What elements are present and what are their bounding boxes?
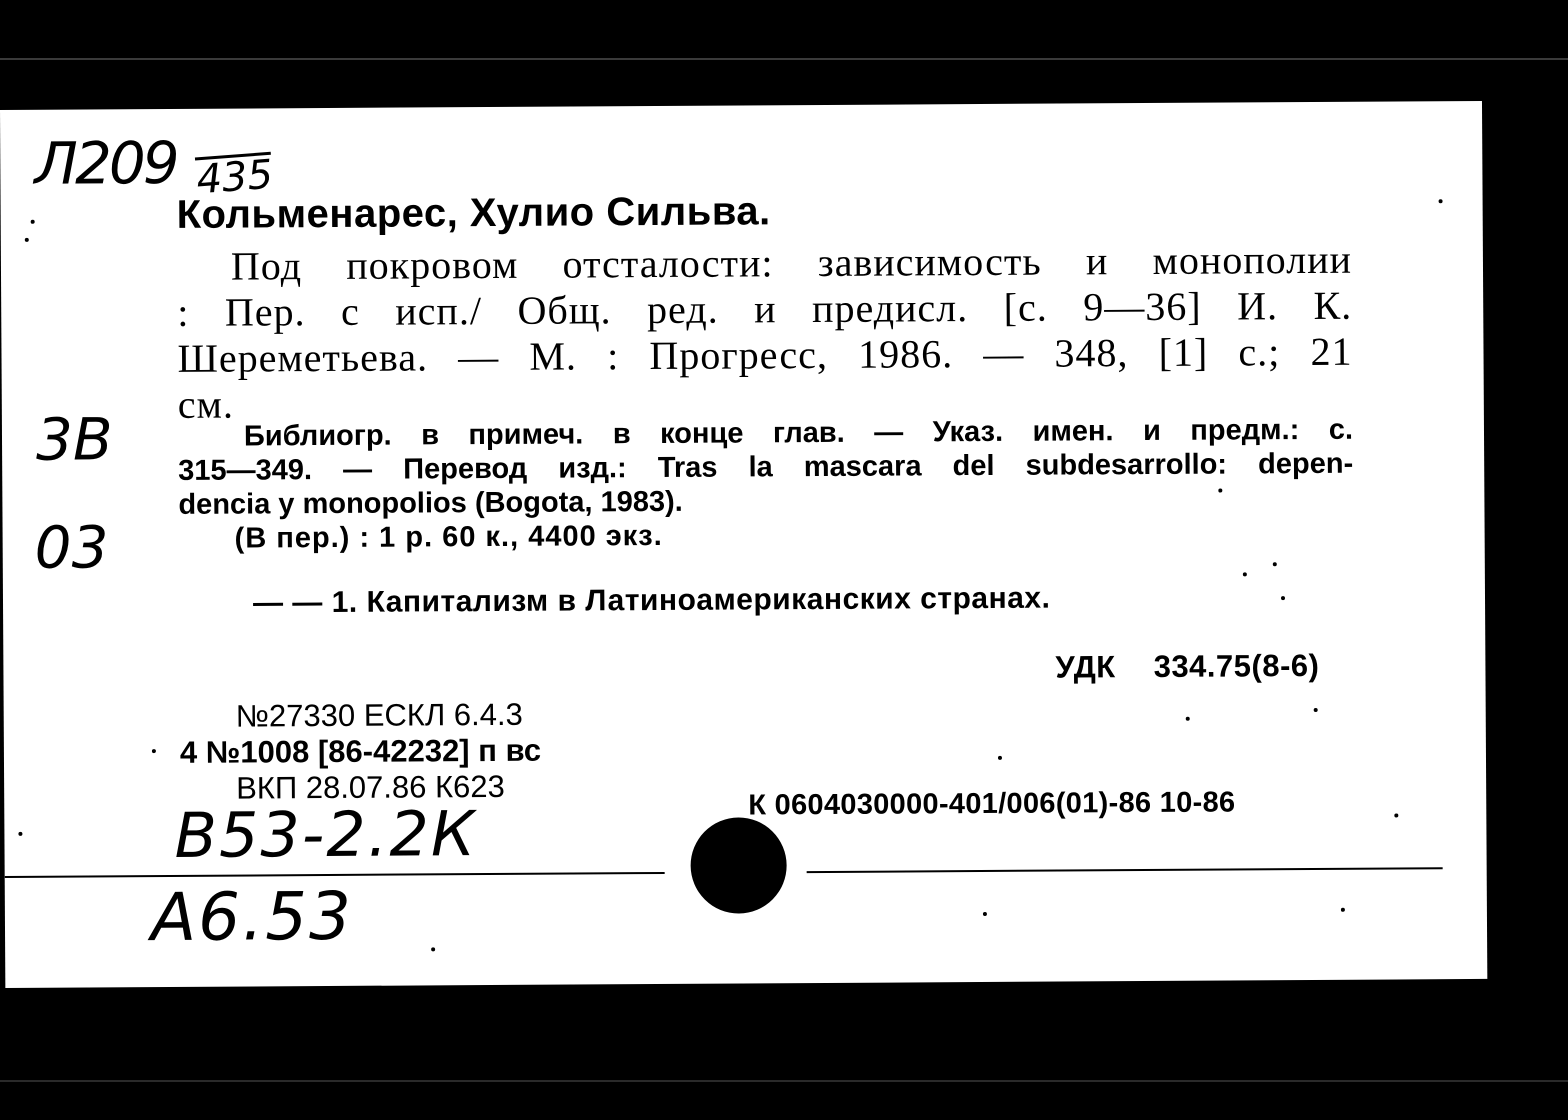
udk-line bbox=[1055, 648, 1319, 686]
scan-bottom-rule bbox=[0, 1080, 1568, 1082]
scan-speck bbox=[1439, 199, 1443, 203]
handwritten-shelf-number: А6.53 bbox=[150, 877, 354, 957]
scan-speck bbox=[1281, 596, 1285, 600]
scan-speck bbox=[998, 756, 1002, 760]
scan-speck bbox=[1314, 708, 1318, 712]
scan-top-rule bbox=[0, 58, 1568, 60]
udk-label: УДК bbox=[1055, 649, 1116, 685]
scan-speck bbox=[1273, 562, 1277, 566]
title-line-1: Под покровом отсталости: зависимость и монополии bbox=[230, 236, 1353, 289]
title-line-4: см. bbox=[177, 381, 235, 427]
notes-line-1: Библиогр. в примеч. в конце глав. — Указ. имен. и предм.: с. bbox=[243, 413, 1354, 453]
title-line-2: : Пер. с исп./ Общ. ред. и предисл. [с. 9—36] И. К. bbox=[177, 282, 1353, 335]
scan-speck bbox=[1243, 572, 1247, 576]
title-line-3: Шереметьева. — М. : Прогресс, 1986. — 348, [1] с.; 21 bbox=[177, 328, 1353, 381]
inventory-fraction: 435 bbox=[194, 151, 275, 204]
scan-speck bbox=[18, 832, 22, 836]
scan-speck bbox=[31, 220, 35, 224]
notes-line-2: 315—349. — Перевод изд.: Tras la mascara del subdesarrollo: depen- bbox=[178, 447, 1354, 487]
handwritten-inventory-mark bbox=[34, 129, 177, 198]
scan-speck bbox=[1394, 813, 1398, 817]
inventory-number: Л209 bbox=[34, 128, 177, 198]
price-line: (В пер.) : 1 р. 60 к., 4400 экз. bbox=[234, 519, 663, 555]
subject-heading: — — 1. Капитализм в Латиноамериканских странах. bbox=[252, 581, 1051, 620]
scan-speck bbox=[152, 749, 156, 753]
udk-value: 334.75(8-6) bbox=[1153, 647, 1320, 684]
punched-hole bbox=[690, 817, 787, 914]
notes-line-3: dencia y monopolios (Bogota, 1983). bbox=[178, 485, 683, 521]
catalog-card bbox=[0, 101, 1487, 988]
scan-speck bbox=[1218, 489, 1222, 493]
publisher-line-1: №27330 ЕСКЛ 6.4.3 bbox=[235, 696, 523, 734]
index-code-line: К 0604030000-401/006(01)-86 10-86 bbox=[748, 786, 1236, 822]
publisher-line-3: ВКП 28.07.86 К623 bbox=[236, 768, 505, 806]
scan-speck bbox=[1341, 908, 1345, 912]
handwritten-mark-03: 03 bbox=[34, 513, 109, 582]
scan-speck bbox=[1186, 717, 1190, 721]
author-heading: Кольменарес, Хулио Сильва. bbox=[176, 189, 771, 237]
handwritten-mark-3b: 3В bbox=[35, 405, 113, 474]
bottom-rule-right bbox=[807, 867, 1443, 873]
scan-speck bbox=[431, 947, 435, 951]
handwritten-shelf-code: В53-2.2К bbox=[174, 797, 478, 872]
scan-speck bbox=[983, 912, 987, 916]
publisher-line-2: 4 №1008 [86-42232] п вс bbox=[179, 732, 542, 770]
scan-speck bbox=[25, 238, 29, 242]
